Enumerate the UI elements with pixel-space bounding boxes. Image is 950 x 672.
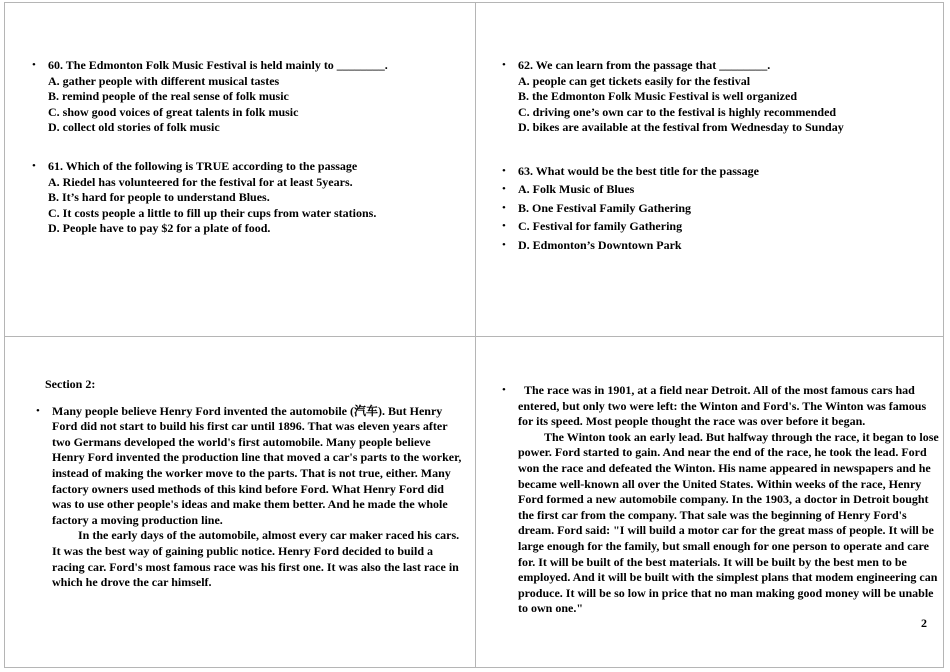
horizontal-divider (4, 336, 944, 337)
question-63-option-b (502, 201, 932, 220)
bullet-icon: • (502, 183, 506, 196)
page-number: 2 (921, 616, 927, 630)
race-paragraph-1: The race was in 1901, at a field near Detroit. All of the most famous cars had entered, but only two were left: the Winton and Ford's. The Winton was famous for its speed. Most people thought the race was over before it began. (518, 383, 927, 429)
bullet-icon: • (502, 164, 506, 177)
question-60-text: 60. The Edmonton Folk Music Festival is held mainly to ________. (48, 58, 388, 72)
question-63-option-a-label: A. Folk Music of Blues (518, 182, 635, 197)
question-63-option-c-label: C. Festival for family Gathering (518, 219, 683, 234)
question-62-option-b: B. the Edmonton Folk Music Festival is well organized (518, 89, 797, 104)
question-62 (502, 58, 932, 136)
question-63-option-a (502, 182, 932, 201)
question-62-text: 62. We can learn from the passage that ________. (518, 58, 771, 72)
question-62-option-c: C. driving one’s own car to the festival is highly recommended (518, 104, 837, 119)
bullet-icon: • (36, 404, 40, 417)
race-paragraph-2: The Winton took an early lead. But halfway through the race, it began to lose power. Ford started to gain. And near the end of the race, he took the lead. Ford won the race and defeated the Winton. His name appeared in newspapers and he became well-known all over the United States. Within weeks of the race, Henry Ford formed a new automobile company. In the 1903, a doctor in Detroit bought the first car from the company. That sale was the beginning of Henry Ford's dream. Ford said: "I will build a motor car for the great mass of people. It will be large enough for the family, but small enough for one person to operate and care for. It will be built of the best materials. It will be built by the best men to be employed. And it will be built with the simplest plans that modem engineering can produce. It will be so low in price that no man making good money will be unable to own one." (518, 429, 939, 616)
question-60-option-b: B. remind people of the real sense of folk music (48, 89, 289, 104)
question-63-option-b-label: B. One Festival Family Gathering (518, 200, 691, 215)
bullet-icon: • (32, 159, 36, 172)
section2-paragraph-2: In the early days of the automobile, almost every car maker raced his cars. It was the best way of gaining public notice. Henry Ford decided to build a racing car. Ford's most famous race was his first one. It was also the last race in which he drove the car himself. (52, 528, 460, 590)
question-61-text: 61. Which of the following is TRUE according to the passage (48, 158, 358, 173)
question-60-option-a: A. gather people with different musical tastes (48, 73, 280, 88)
question-63-text (502, 164, 932, 183)
question-63-list (502, 164, 932, 257)
question-63-option-d (502, 238, 932, 257)
question-61 (32, 159, 462, 237)
question-60-option-c: C. show good voices of great talents in folk music (48, 104, 299, 119)
question-63-option-c (502, 219, 932, 238)
question-62-option-d: D. bikes are available at the festival from Wednesday to Sunday (518, 120, 844, 135)
bullet-icon: • (502, 201, 506, 214)
bullet-icon: • (502, 384, 506, 396)
section-heading: Section 2: (45, 377, 96, 391)
question-61-option-a: A. Riedel has volunteered for the festival for at least 5years. (48, 174, 353, 189)
question-62-option-a: A. people can get tickets easily for the festival (518, 73, 751, 88)
bullet-icon: • (502, 220, 506, 233)
question-63-option-d-label: D. Edmonton’s Downtown Park (518, 237, 682, 252)
bullet-icon: • (32, 59, 36, 71)
question-60 (32, 58, 462, 136)
slide-bottom-right (502, 383, 940, 617)
slide-bottom-left (36, 377, 462, 591)
question-63-label: 63. What would be the best title for the passage (518, 163, 759, 178)
bullet-icon: • (502, 238, 506, 251)
question-60-option-d: D. collect old stories of folk music (48, 120, 220, 135)
bullet-icon: • (502, 59, 506, 71)
section2-paragraph-1: Many people believe Henry Ford invented the automobile (汽车). But Henry Ford did not start to build his first car until 1896. That was eleven years after two Germans developed the world's first automobile. Many people believe Henry Ford invented the production line that moved a car's parts to the worker, instead of making the worker move to the parts. That is not true, either. Many factory owners used methods of this kind before Ford. What Henry Ford did was to use other people's ideas and make them better. And he made the whole factory a moving production line. (52, 403, 462, 527)
slide-top-left (32, 58, 462, 237)
question-61-option-d: D. People have to pay $2 for a plate of food. (48, 221, 271, 236)
question-61-option-b: B. It’s hard for people to understand Blues. (48, 190, 270, 205)
vertical-divider (475, 2, 476, 668)
section2-passage (36, 404, 462, 591)
slide-top-right (502, 58, 932, 256)
question-61-option-c: C. It costs people a little to fill up their cups from water stations. (48, 205, 377, 220)
race-passage (502, 383, 940, 617)
